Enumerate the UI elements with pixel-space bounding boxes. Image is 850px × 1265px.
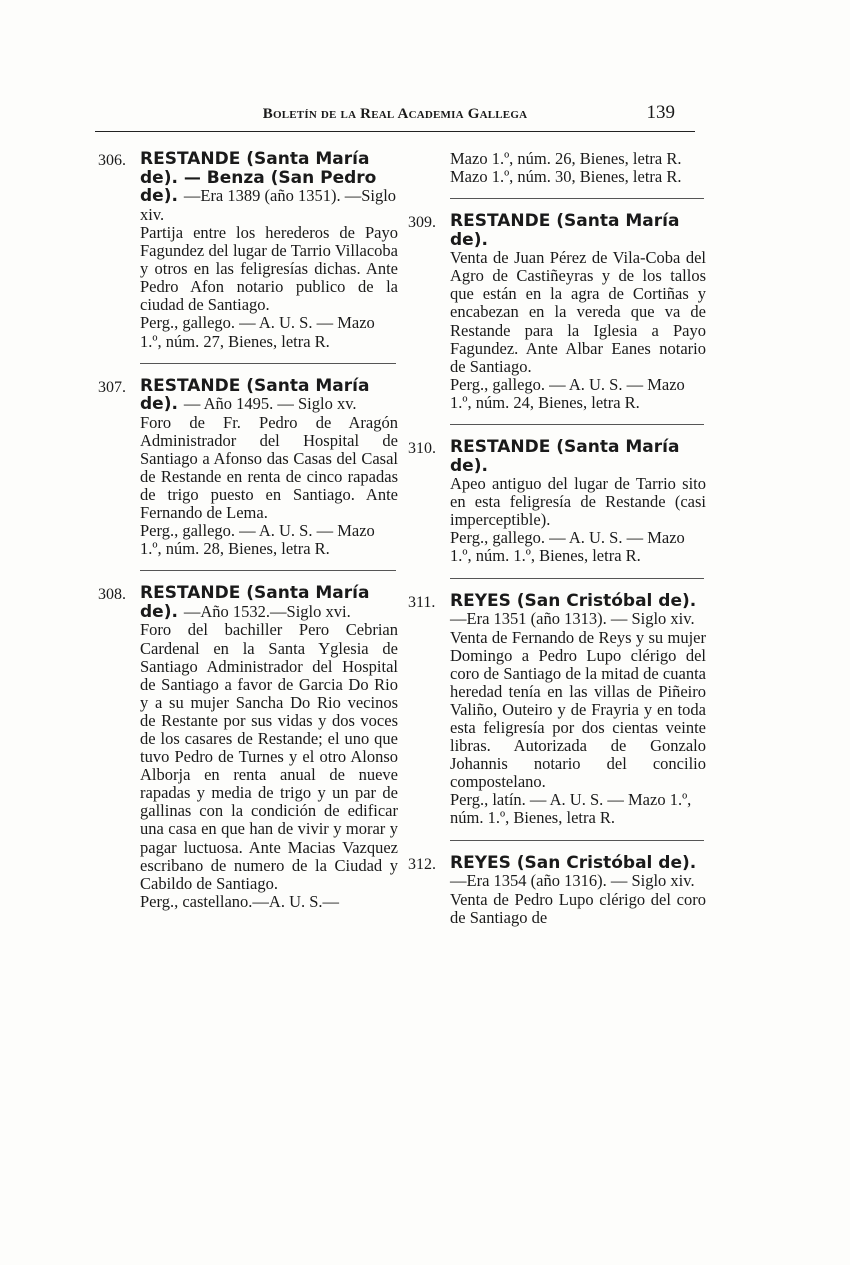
entry-body: [140, 150, 398, 351]
page-number: 139: [646, 102, 675, 123]
entry-description: Venta de Juan Pérez de Vila-Coba del Agro de Castiñeyras y de los tallos que están en la agra de Cortiñas y encabezan en la vereda que va de Restande para la Iglesia a Payo Fagundez. Ante Albar Eanes notario de Santiago.: [450, 248, 706, 376]
catalog-entry-309: [408, 212, 706, 412]
entry-heading: [140, 150, 398, 224]
entry-description: Apeo antiguo del lugar de Tarrio sito en esta feligresía de Restande (casi imperceptible).: [450, 474, 706, 530]
entry-separator: [450, 840, 704, 842]
entry-date: —Era 1354 (año 1316). — Siglo xiv.: [450, 871, 695, 891]
entry-body: [140, 584, 398, 911]
entry-number: 308.: [98, 586, 126, 604]
left-column: [98, 150, 398, 911]
entry-description: Foro del bachiller Pero Cebrian Cardenal en la Santa Yglesia de Santiago Administrador del Hospital de Santiago a favor de Garcia Do Rio y a su mujer Sancha Do Rio vecinos de Restante por sus vidas y dos voces de los casares de Restande; el uno que tuvo Pedro de Turnes y el otro Alonso Alborja en renta anual de nueve rapadas y media de trigo y un par de gallinas con la condición de edificar una casa en que han de vivir y morar y pagar luctuosa. Ante Macias Vazquez escribano de numero de la Ciudad y Cabildo de Santiago.: [140, 620, 398, 893]
entry-number: 311.: [408, 593, 436, 611]
entry-reference: Perg., gallego. — A. U. S. — Mazo 1.º, núm. 28, Bienes, letra R.: [140, 521, 375, 559]
entry-heading: [450, 212, 706, 249]
entry-description: Venta de Fernando de Reys y su mujer Domingo a Pedro Lupo clérigo del coro de Santiago de la mitad de cuanta heredad tenía en las villas de Piñeiro Valiño, Outeiro y de Frayria y en toda esta feligresía por dos cientas veinte libras. Autorizada de Gonzalo Johannis notario del concilio compostelano.: [450, 627, 706, 792]
entry-heading: [450, 592, 706, 629]
entry-separator: [140, 363, 396, 365]
catalog-entry-308: [98, 584, 398, 911]
entry-reference: Perg., castellano.—A. U. S.—: [140, 891, 340, 911]
entry-separator: [450, 424, 704, 426]
entry-separator: [140, 570, 396, 572]
entry-date: —Era 1389 (año 1351). —Siglo xiv.: [140, 186, 397, 224]
entry-title: REYES (San Cristóbal de).: [450, 590, 697, 611]
entry-body: [450, 854, 706, 927]
entry-date: —Año 1532.—Siglo xvi.: [183, 601, 351, 621]
entry-number: 306.: [98, 152, 126, 169]
entry-heading: [450, 438, 706, 475]
entry-number: 309.: [408, 214, 436, 232]
right-column: [408, 150, 706, 927]
entry-heading: [140, 584, 398, 621]
entry-reference: Perg., latín. — A. U. S. — Mazo 1.º, núm. 1.º, Bienes, letra R.: [450, 790, 692, 828]
entry-number: 312.: [408, 855, 436, 873]
catalog-entry-306: [98, 150, 398, 351]
catalog-entry-307: [98, 377, 398, 559]
entry-title: RESTANDE (Santa María de).: [450, 211, 680, 250]
entry-separator: [450, 578, 704, 580]
entry-reference: Perg., gallego. — A. U. S. — Mazo 1.º, núm. 27, Bienes, letra R.: [140, 313, 375, 351]
entry-body: [450, 438, 706, 565]
header-rule: [95, 131, 695, 132]
entry-description: Partija entre los herederos de Payo Fagundez del lugar de Tarrio Villacoba y otros en las feligresías dichas. Ante Pedro Afon notario publico de la ciudad de Santiago.: [140, 223, 398, 315]
catalog-entry-312: [408, 854, 706, 927]
entry-title: RESTANDE (Santa María de). — Benza (San Pedro de).: [140, 149, 377, 206]
entry-description: Venta de Pedro Lupo clérigo del coro de Santiago de: [450, 889, 706, 927]
catalog-entry-310: [408, 438, 706, 565]
running-head: [95, 102, 695, 126]
entry-number: 307.: [98, 378, 126, 396]
entry-separator: [450, 198, 704, 200]
entry-reference: Perg., gallego. — A. U. S. — Mazo 1.º, núm. 24, Bienes, letra R.: [450, 374, 685, 412]
continued-text: Mazo 1.º, núm. 26, Bienes, letra R. Mazo 1.º, núm. 30, Bienes, letra R.: [450, 149, 682, 187]
entry-number: 310.: [408, 440, 436, 458]
entry-title: REYES (San Cristóbal de).: [450, 852, 697, 873]
catalog-entry-311: [408, 592, 706, 828]
entry-heading: [450, 854, 706, 891]
entry-title: RESTANDE (Santa María de).: [140, 583, 370, 622]
entry-description: Foro de Fr. Pedro de Aragón Administrador del Hospital de Santiago a Afonso das Casas del Casal de Restande en renta de cinco rapadas de trigo puesto en Santiago. Ante Fernando de Lema.: [140, 412, 398, 523]
entry-title: RESTANDE (Santa María de).: [450, 437, 680, 476]
entry-date: —Era 1351 (año 1313). — Siglo xiv.: [450, 609, 695, 628]
entry-body: [450, 212, 706, 412]
entry-body: [450, 592, 706, 828]
entry-date: — Año 1495. — Siglo xv.: [183, 394, 357, 414]
entry-heading: [140, 377, 398, 414]
running-title: Boletín de la Real Academia Gallega: [262, 106, 528, 122]
entry-body: [140, 377, 398, 559]
entry-reference: Perg., gallego. — A. U. S. — Mazo 1.º, núm. 1.º, Bienes, letra R.: [450, 528, 685, 566]
entry-title: RESTANDE (Santa María de).: [140, 375, 370, 415]
